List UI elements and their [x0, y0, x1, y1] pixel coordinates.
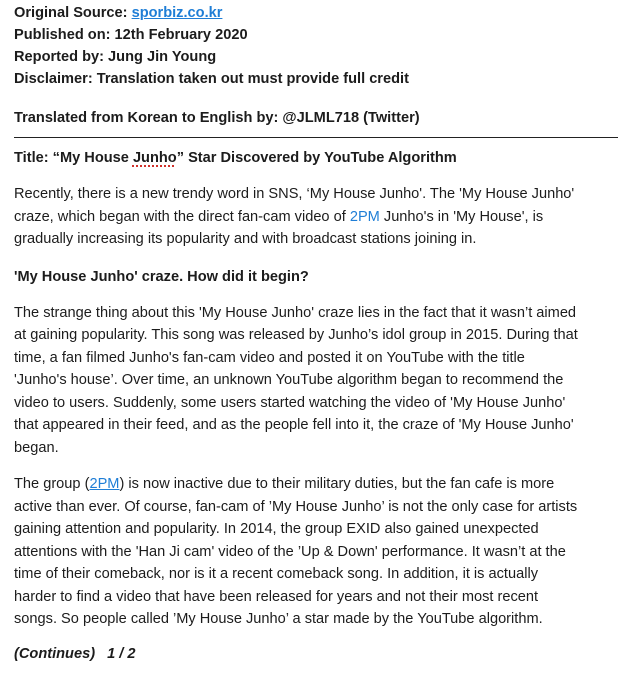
2pm-link[interactable]: 2PM	[349, 208, 380, 225]
paragraph-line: The strange thing about this 'My House Junho' craze lies in the fact that it wasn’t aimed	[14, 304, 577, 321]
paragraph-line	[14, 206, 622, 229]
article-title	[14, 147, 622, 169]
paragraph-line: Recently, there is a new trendy word in SNS, ‘My House Junho'. The 'My House Junho'	[14, 186, 575, 202]
paragraph-line: attentions with the 'Han Ji cam' video of the ’Up & Down' performance. It wasn’t at the	[14, 543, 566, 560]
published-date: Published on: 12th February 2020	[14, 27, 248, 43]
paragraph-origin	[14, 302, 622, 460]
paragraph-line: 'Junho's house’. Over time, an unknown YouTube algorithm began to recommend the	[14, 372, 564, 388]
continues-label: (Continues)	[14, 645, 96, 662]
paragraph-line: began.	[14, 439, 59, 456]
paragraph-line: at gaining popularity. This song was released by Junho’s idol group in 2015. During that	[14, 327, 578, 343]
paragraph-line: time of their comeback, nor is it a recent comeback song. In addition, it is actually	[14, 566, 538, 582]
paragraph-line: harder to find a video that have been released for years and not their most recent	[14, 588, 539, 605]
reporter: Reported by: Jung Jin Young	[14, 49, 217, 65]
section-heading: 'My House Junho' craze. How did it begin?	[14, 268, 309, 285]
paragraph-line: gradually increasing its popularity and with broadcast stations joining in.	[14, 231, 477, 247]
title-misspelled-word: Junho	[132, 150, 177, 166]
continuation-footer	[14, 643, 622, 665]
paragraph-line: active than ever. Of course, fan-cam of ’My House Junho’ is not the only case for artists	[14, 498, 578, 515]
paragraph-line: songs. So people called ’My House Junho’ a star made by the YouTube algorithm.	[14, 611, 543, 627]
title-prefix: Title: “My House	[14, 150, 133, 166]
paragraph-line: that appeared in their feed, and as the people fell into it, the craze of 'My House Junho'	[14, 417, 574, 433]
source-line	[14, 2, 622, 24]
text-run: craze, which began with the direct fan-cam video of	[14, 208, 350, 225]
2pm-link[interactable]: 2PM	[89, 476, 120, 492]
source-label: Original Source:	[14, 5, 132, 21]
paragraph-line: gaining attention and popularity. In 2014, the group EXID also gained unexpected	[14, 521, 539, 537]
translation-credit: Translated from Korean to English by: @JLML718 (Twitter)	[14, 110, 420, 126]
paragraph-intro	[14, 183, 622, 251]
text-run: ) is now inactive due to their military duties, but the fan cafe is more	[119, 476, 555, 492]
page-indicator: 1 / 2	[107, 645, 136, 662]
title-suffix: ” Star Discovered by YouTube Algorithm	[176, 150, 457, 166]
paragraph-line: video to users. Suddenly, some users started watching the video of 'My House Junho'	[14, 394, 566, 411]
source-link[interactable]: sporbiz.co.kr	[131, 5, 223, 21]
paragraph-line	[14, 473, 622, 496]
article-meta	[14, 0, 622, 90]
text-run: Junho's in 'My House', is	[379, 208, 544, 225]
paragraph-line: time, a fan filmed Junho's fan-cam video and posted it on YouTube with the title	[14, 349, 525, 366]
divider	[14, 137, 618, 138]
text-run: The group (	[14, 476, 90, 492]
paragraph-group	[14, 473, 622, 631]
disclaimer: Disclaimer: Translation taken out must provide full credit	[14, 71, 409, 87]
